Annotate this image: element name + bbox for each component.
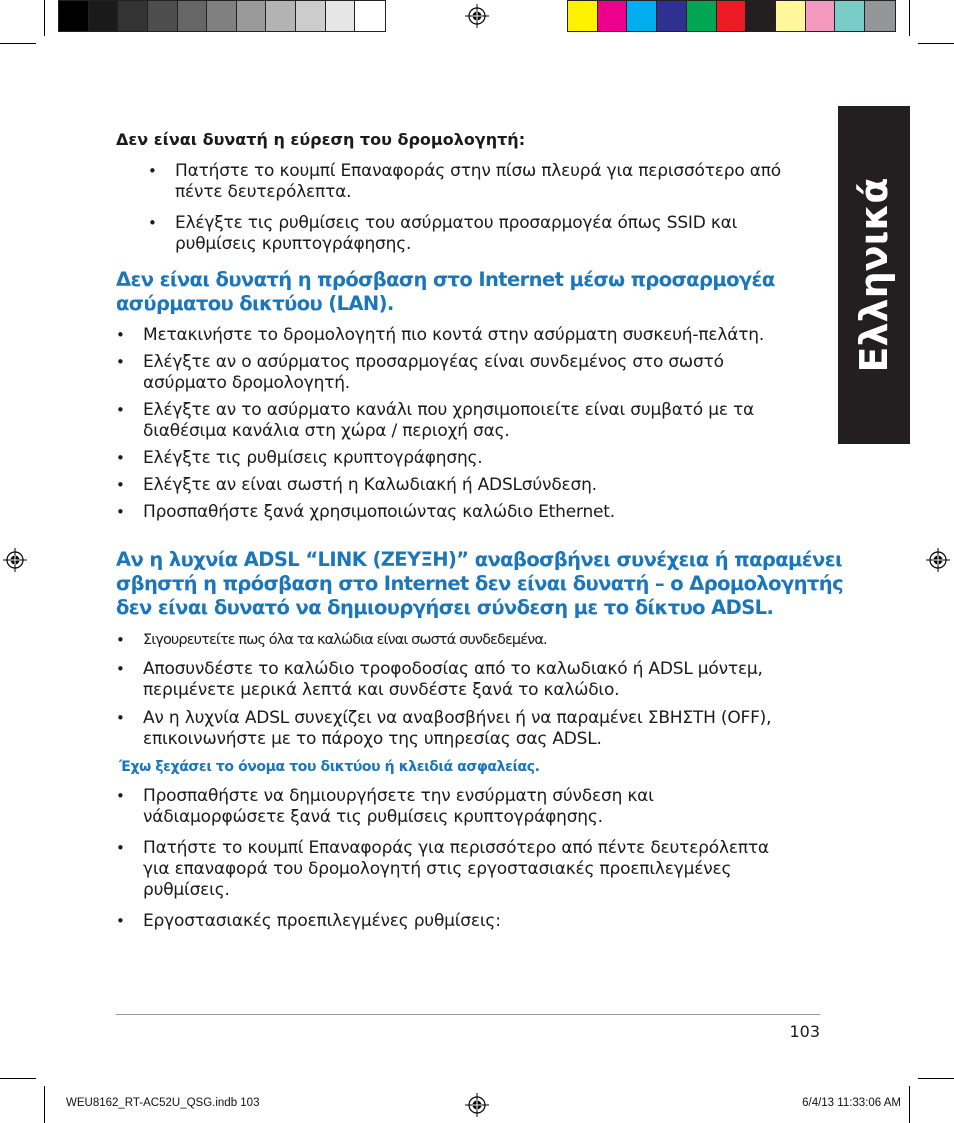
grayscale-color-bar xyxy=(58,0,386,32)
section-heading-forgot-network-name: Έχω ξεχάσει το όνομα του δικτύου ή κλειδιά ασφαλείας. xyxy=(119,759,540,775)
crop-mark xyxy=(909,1086,910,1123)
color-swatch xyxy=(746,1,776,31)
adsl-link-list xyxy=(116,630,816,750)
print-slug-right: 6/4/13 11:33:06 AM xyxy=(802,1097,901,1109)
print-slug-left: WEU8162_RT-AC52U_QSG.indb 103 xyxy=(66,1097,260,1109)
color-swatch xyxy=(598,1,628,31)
crop-mark xyxy=(909,0,910,36)
page-number: 103 xyxy=(789,1022,820,1041)
section-heading-router-not-found: Δεν είναι δυνατή η εύρεση του δρομολογητή: xyxy=(116,130,526,149)
router-not-found-list xyxy=(148,161,828,255)
list-item: • Ελέγξτε τις ρυθμίσεις κρυπτογράφησης. xyxy=(116,448,483,468)
registration-mark-icon xyxy=(3,548,27,572)
color-swatch xyxy=(806,1,836,31)
color-swatch xyxy=(178,1,208,31)
color-swatch xyxy=(59,1,89,31)
list-item: • Πατήστε το κουμπί Επαναφοράς για περισσότερο από πέντε δευτερόλεπτα για επαναφορά του δρομολογητή στις εργοστασιακές προεπιλεγμένες ρυθμίσεις. xyxy=(116,838,769,900)
list-item: • Αποσυνδέστε το καλώδιο τροφοδοσίας από το καλωδιακό ή ADSL μόντεμ, περιμένετε μερικά λεπτά και συνδέστε ξανά το καλώδιο. xyxy=(116,659,763,700)
crop-mark xyxy=(0,43,36,44)
color-swatch xyxy=(148,1,178,31)
list-item: • Ελέγξτε τις ρυθμίσεις του ασύρματου προσαρμογέα όπως SSID και ρυθμίσεις κρυπτογράφησης. xyxy=(148,213,738,254)
footer-divider xyxy=(116,1014,820,1015)
color-swatch xyxy=(717,1,747,31)
list-item: • Ελέγξτε αν είναι σωστή η Καλωδιακή ή ADSLσύνδεση. xyxy=(116,475,597,495)
color-swatch xyxy=(835,1,865,31)
section-heading-no-internet-lan: Δεν είναι δυνατή η πρόσβαση στο Internet μέσω προσαρμογέα ασύρματου δικτύου (LAN). xyxy=(116,268,775,315)
section-heading-adsl-link-blinking: Αν η λυχνία ADSL “LINK (ΖΕΥΞΗ)” αναβοσβήνει συνέχεια ή παραμένει σβηστή η πρόσβαση στο Internet δεν είναι δυνατή – ο Δρομολογητής δεν είναι δυνατό να δημιουργήσει σύνδεση με το δίκτυο ADSL. xyxy=(116,548,844,619)
color-swatch xyxy=(89,1,119,31)
color-swatch xyxy=(296,1,326,31)
color-swatch xyxy=(355,1,385,31)
registration-mark-icon xyxy=(465,4,489,28)
list-item: • Ελέγξτε αν το ασύρματο κανάλι που χρησιμοποιείτε είναι συμβατό με τα διαθέσιμα κανάλια στη χώρα / περιοχή σας. xyxy=(116,400,755,441)
list-item: • Αν η λυχνία ADSL συνεχίζει να αναβοσβήνει ή να παραμένει ΣΒΗΣΤΗ (OFF), επικοινωνήστε με το πάροχο της υπηρεσίας σας ADSL. xyxy=(116,708,772,749)
color-swatch xyxy=(687,1,717,31)
color-swatch xyxy=(207,1,237,31)
color-swatch xyxy=(118,1,148,31)
list-item: • Μετακινήστε το δρομολογητή πιο κοντά στην ασύρματη συσκευή-πελάτη. xyxy=(116,325,765,345)
registration-mark-icon xyxy=(926,548,950,572)
language-side-tab xyxy=(838,106,910,444)
list-item: • Ελέγξτε αν ο ασύρματος προσαρμογέας είναι συνδεμένος στο σωστό ασύρματο δρομολογητή. xyxy=(116,352,724,393)
language-tab-label: Ελληνικά xyxy=(852,177,896,373)
crop-mark xyxy=(44,1086,45,1123)
color-swatch xyxy=(237,1,267,31)
color-swatch xyxy=(627,1,657,31)
list-item: • Προσπαθήστε ξανά χρησιμοποιώντας καλώδιο Ethernet. xyxy=(116,502,615,522)
crop-mark xyxy=(44,0,45,36)
color-swatch xyxy=(657,1,687,31)
registration-mark-icon xyxy=(465,1093,489,1117)
crop-mark xyxy=(0,1078,36,1079)
color-swatch xyxy=(326,1,356,31)
no-internet-lan-list xyxy=(116,325,816,523)
color-swatch xyxy=(568,1,598,31)
color-swatch xyxy=(776,1,806,31)
process-color-bar xyxy=(567,0,896,32)
list-item: • Σιγουρευτείτε πως όλα τα καλώδια είναι σωστά συνδεδεμένα. xyxy=(116,631,547,649)
color-swatch xyxy=(266,1,296,31)
forgot-network-list xyxy=(116,786,816,932)
color-swatch xyxy=(865,1,895,31)
list-item: • Προσπαθήστε να δημιουργήσετε την ενσύρματη σύνδεση και νάδιαμορφώσετε ξανά τις ρυθμίσεις κρυπτογράφησης. xyxy=(116,786,654,827)
crop-mark xyxy=(918,1078,954,1079)
list-item: • Πατήστε το κουμπί Επαναφοράς στην πίσω πλευρά για περισσότερο από πέντε δευτερόλεπτα. xyxy=(148,161,781,202)
list-item: • Εργοστασιακές προεπιλεγμένες ρυθμίσεις: xyxy=(116,911,501,931)
crop-mark xyxy=(918,43,954,44)
